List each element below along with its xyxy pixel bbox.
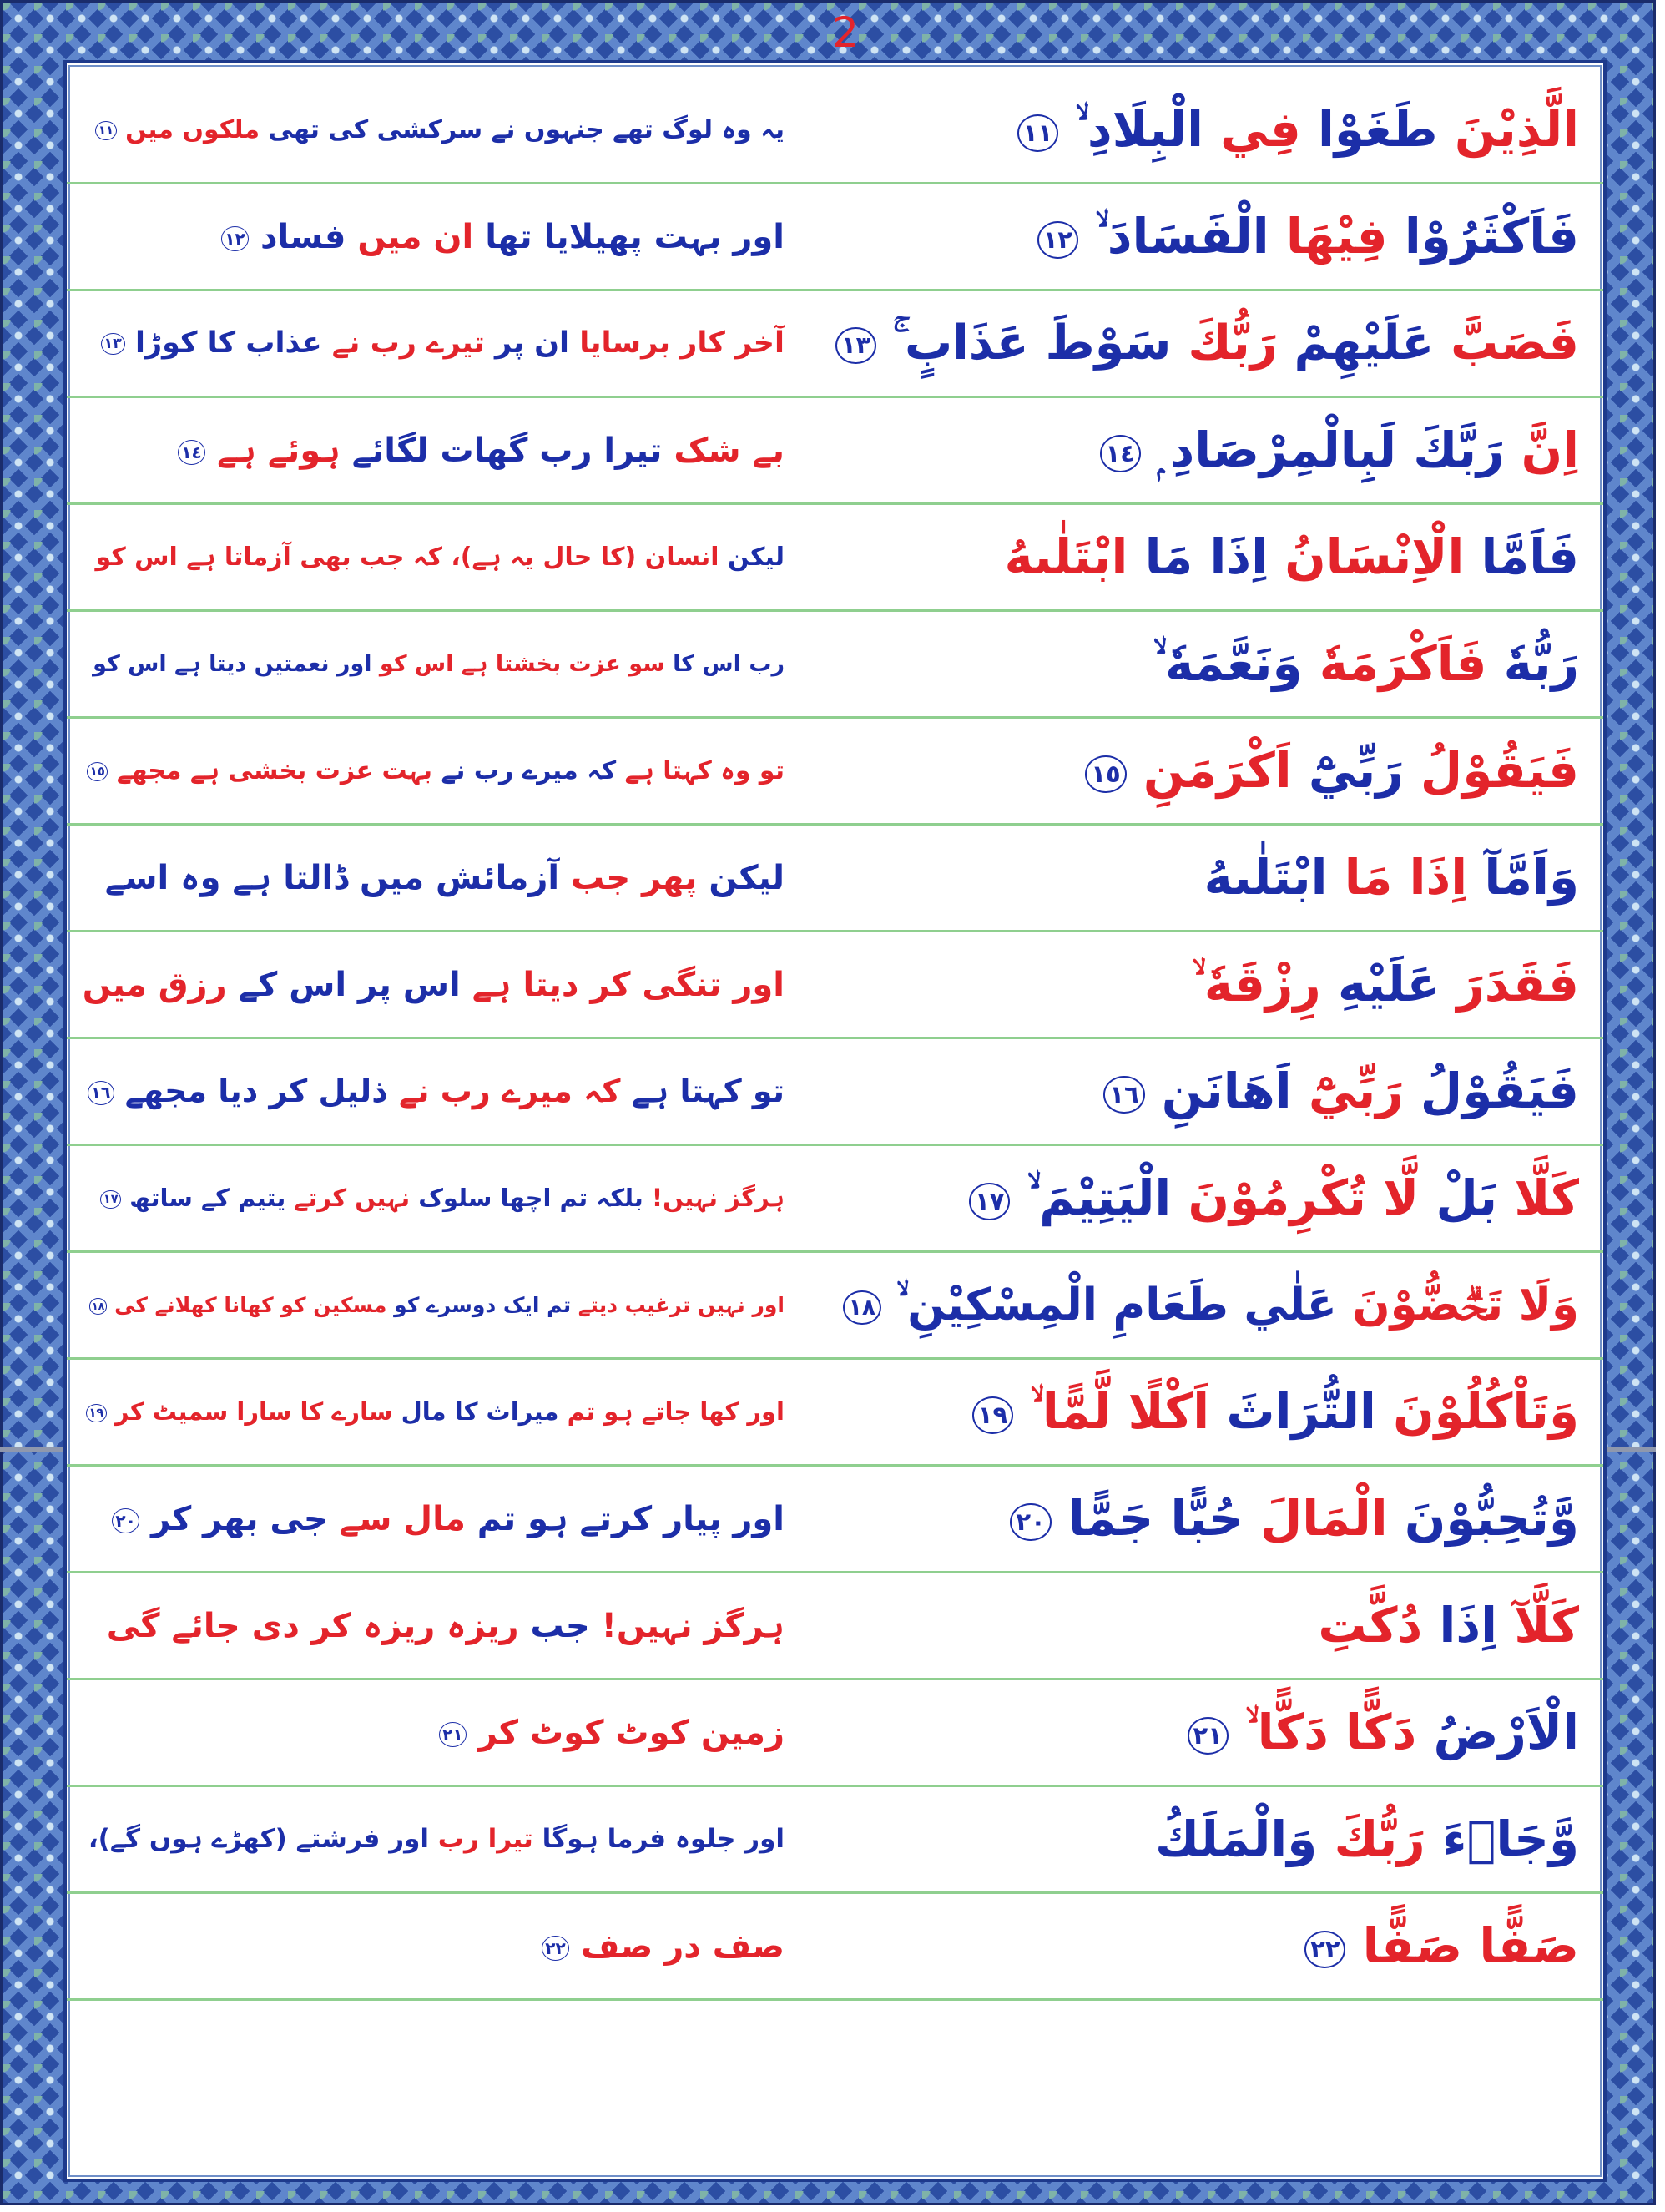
arabic-verse-cell bbox=[833, 1146, 1579, 1250]
arabic-text-segment: فَاَكْرَمَهٗ bbox=[1319, 635, 1487, 693]
arabic-text-segment: الَّذِيْنَ bbox=[1454, 101, 1579, 159]
verse-row bbox=[67, 1894, 1603, 2001]
arabic-verse-text bbox=[835, 311, 1579, 376]
arabic-text-segment: كَلَّآ bbox=[1514, 1597, 1579, 1654]
verse-row bbox=[67, 1467, 1603, 1573]
arabic-verse-cell bbox=[833, 1039, 1579, 1144]
urdu-text-segment: تم ایک دوسرے کو bbox=[394, 1293, 572, 1317]
urdu-text-segment: نہیں کرتے bbox=[294, 1184, 411, 1213]
arabic-verse-cell bbox=[833, 612, 1579, 716]
urdu-translation-cell bbox=[82, 826, 785, 930]
ayah-number-marker: ١٥ bbox=[87, 762, 108, 781]
arabic-text-segment: الْيَتِيْمَ ۙ bbox=[1027, 1169, 1172, 1227]
ayah-number-marker: ١٦ bbox=[1103, 1076, 1144, 1114]
arabic-text-segment: رَبُّكَ bbox=[1334, 1811, 1425, 1868]
urdu-text-segment: اور فرشتے (کھڑے ہوں گے)، bbox=[88, 1823, 429, 1854]
verse-row bbox=[67, 505, 1603, 612]
urdu-text-segment: ان میں bbox=[357, 217, 474, 256]
arabic-text-segment: رَبِّيْٓ bbox=[1308, 742, 1404, 800]
arabic-verse-cell bbox=[833, 1360, 1579, 1464]
arabic-verse-cell bbox=[833, 291, 1579, 396]
urdu-translation-cell bbox=[82, 932, 785, 1037]
ayah-number-marker: ١١ bbox=[1017, 114, 1058, 152]
arabic-verse-text bbox=[1100, 417, 1579, 482]
arabic-text-segment: فَاَكْثَرُوْا bbox=[1404, 208, 1579, 265]
ayah-number-marker: ٢٠ bbox=[1010, 1503, 1051, 1541]
urdu-translation-text bbox=[100, 1181, 785, 1215]
urdu-translation-text bbox=[107, 1603, 785, 1649]
urdu-text-segment: بہت عزت بخشی ہے مجھے bbox=[116, 755, 433, 785]
arabic-verse-cell bbox=[833, 1573, 1579, 1678]
arabic-verse-cell bbox=[833, 1467, 1579, 1571]
urdu-translation-cell bbox=[82, 78, 785, 182]
arabic-text-segment: رَبِّيْٓ bbox=[1308, 1063, 1404, 1120]
arabic-text-segment: صَفًّا صَفًّا bbox=[1362, 1917, 1579, 1975]
arabic-text-segment: اِذَا bbox=[1439, 1597, 1498, 1654]
urdu-text-segment: اور بہت پھیلایا تھا bbox=[485, 217, 785, 256]
urdu-text-segment: رزق میں bbox=[82, 965, 227, 1004]
arabic-text-segment: رَبُّهٗ bbox=[1503, 635, 1579, 693]
urdu-translation-cell bbox=[82, 1573, 785, 1678]
urdu-text-segment: جب bbox=[530, 1606, 590, 1645]
arabic-verse-cell bbox=[833, 1680, 1579, 1785]
urdu-text-segment: ملکوں میں bbox=[125, 114, 260, 144]
urdu-text-segment: یتیم کے ساتھ bbox=[129, 1184, 286, 1213]
ayah-number-marker: ١٩ bbox=[972, 1396, 1013, 1434]
verse-row bbox=[67, 1573, 1603, 1680]
urdu-translation-text bbox=[88, 1069, 785, 1114]
arabic-text-segment: رِزْقَهٗ ۙ bbox=[1192, 956, 1321, 1013]
urdu-text-segment: مال سے bbox=[339, 1499, 466, 1538]
ayah-number-marker: ٢٢ bbox=[542, 1936, 569, 1961]
urdu-text-segment: اور نعمتیں دیتا ہے اس کو bbox=[93, 650, 372, 677]
verse-row bbox=[67, 826, 1603, 932]
arabic-verse-text bbox=[1037, 204, 1579, 269]
urdu-text-segment: سو عزت بخشتا ہے اس کو bbox=[379, 650, 665, 677]
arabic-text-segment: الْبِلَادِ ۙ bbox=[1075, 101, 1203, 159]
arabic-text-segment: وَلَا تَحٰۗضُّوْنَ bbox=[1352, 1279, 1579, 1331]
arabic-verse-cell bbox=[833, 505, 1579, 609]
arabic-text-segment: دَكًّا دَكًّا ۙ bbox=[1245, 1704, 1417, 1761]
urdu-text-segment: میراث کا مال bbox=[401, 1397, 559, 1427]
urdu-translation-cell bbox=[82, 1787, 785, 1891]
urdu-translation-cell bbox=[82, 1894, 785, 1998]
arabic-text-segment: وَنَعَّمَهٗ ۙ bbox=[1153, 635, 1303, 693]
arabic-text-segment: الْفَسَادَ ۙ bbox=[1095, 208, 1269, 265]
urdu-translation-text bbox=[542, 1923, 785, 1970]
urdu-translation-text bbox=[89, 1290, 785, 1320]
ayah-number-marker: ١٣ bbox=[835, 327, 875, 364]
urdu-text-segment: آخر کار برسایا bbox=[579, 326, 785, 360]
ayah-number-marker: ١٤ bbox=[178, 440, 205, 465]
arabic-verse-text bbox=[1004, 524, 1579, 589]
urdu-translation-cell bbox=[82, 1253, 785, 1357]
urdu-translation-text bbox=[86, 1395, 785, 1429]
urdu-text-segment: کہ میرے رب نے bbox=[441, 755, 617, 785]
arabic-text-segment: سَوْطَ عَذَابٍ ۚ bbox=[892, 316, 1172, 371]
arabic-verse-text bbox=[1155, 1806, 1579, 1871]
urdu-translation-text bbox=[95, 540, 785, 575]
verse-row bbox=[67, 1146, 1603, 1253]
ayah-number-marker: ١٦ bbox=[88, 1081, 114, 1105]
arabic-text-segment: فَقَدَرَ bbox=[1456, 956, 1579, 1013]
urdu-translation-text bbox=[112, 1496, 785, 1543]
urdu-text-segment: انسان (کا حال یہ ہے)، کہ جب بھی آزماتا ہے اس کو bbox=[95, 542, 719, 572]
urdu-translation-text bbox=[83, 962, 785, 1008]
urdu-translation-cell bbox=[82, 291, 785, 396]
arabic-text-segment: فِي bbox=[1220, 101, 1301, 159]
arabic-text-segment: فَيَقُوْلُ bbox=[1420, 742, 1579, 800]
arabic-text-segment: الْمَالَ bbox=[1259, 1490, 1388, 1548]
urdu-translation-cell bbox=[82, 184, 785, 289]
urdu-text-segment: تو کہتا ہے bbox=[631, 1072, 785, 1109]
urdu-translation-cell bbox=[82, 505, 785, 609]
urdu-translation-text bbox=[88, 1821, 785, 1857]
arabic-text-segment: حُبًّا جَمًّا bbox=[1067, 1490, 1244, 1548]
urdu-text-segment: ہرگز نہیں! bbox=[651, 1184, 785, 1213]
arabic-text-segment: اَكْلًا لَّمًّا ۙ bbox=[1030, 1383, 1210, 1441]
urdu-text-segment: اور پیار کرتے ہو تم bbox=[477, 1499, 785, 1538]
arabic-text-segment: عَلٰي طَعَامِ الْمِسْكِيْنِ ۙ bbox=[896, 1279, 1337, 1331]
urdu-translation-cell bbox=[82, 398, 785, 502]
border-divider-right bbox=[1607, 1447, 1656, 1452]
arabic-text-segment: عَلَيْهِ bbox=[1338, 956, 1440, 1013]
urdu-text-segment: صف در صف bbox=[581, 1927, 785, 1966]
arabic-text-segment: الْاَرْضُ bbox=[1433, 1704, 1579, 1761]
urdu-text-segment: سارے کا سارا سمیٹ کر bbox=[114, 1397, 393, 1427]
urdu-text-segment: اور کھا جاتے ہو تم bbox=[567, 1397, 785, 1427]
ayah-number-marker: ١٣ bbox=[101, 333, 125, 356]
arabic-verse-text bbox=[843, 1275, 1579, 1336]
urdu-text-segment: لیکن bbox=[728, 542, 785, 572]
arabic-text-segment: اِنَّ bbox=[1521, 422, 1579, 479]
arabic-text-segment: فَيَقُوْلُ bbox=[1420, 1063, 1579, 1120]
urdu-text-segment: بلکہ تم اچھا سلوک bbox=[418, 1184, 643, 1213]
arabic-text-segment: وَتَاْكُلُوْنَ bbox=[1393, 1383, 1579, 1441]
urdu-text-segment: یہ وہ لوگ تھے جنہوں نے سرکشی کی تھی bbox=[268, 114, 785, 144]
arabic-verse-cell bbox=[833, 932, 1579, 1037]
urdu-text-segment: ہوئے ہے bbox=[217, 431, 341, 470]
arabic-verse-text bbox=[1103, 1058, 1579, 1124]
verse-row bbox=[67, 398, 1603, 505]
urdu-translation-cell bbox=[82, 1039, 785, 1144]
urdu-text-segment: زمین کوٹ کوٹ کر bbox=[477, 1713, 785, 1752]
urdu-text-segment: ہرگز نہیں! bbox=[601, 1606, 785, 1645]
urdu-translation-text bbox=[178, 427, 785, 474]
urdu-translation-text bbox=[439, 1710, 785, 1756]
arabic-text-segment: اَكْرَمَنِ bbox=[1143, 742, 1292, 800]
arabic-text-segment: طَغَوْا bbox=[1318, 101, 1438, 159]
urdu-text-segment: فساد bbox=[260, 217, 346, 256]
arabic-verse-text bbox=[1304, 1913, 1579, 1978]
verse-row bbox=[67, 612, 1603, 719]
arabic-verse-text bbox=[1017, 97, 1579, 162]
arabic-verse-text bbox=[972, 1379, 1579, 1444]
urdu-translation-text bbox=[95, 113, 785, 148]
urdu-text-segment: تیرا رب گھات لگائے bbox=[351, 431, 663, 470]
verse-row bbox=[67, 719, 1603, 826]
arabic-text-segment: بَلْ bbox=[1435, 1169, 1498, 1227]
arabic-verse-text bbox=[1085, 738, 1579, 803]
arabic-verse-cell bbox=[833, 78, 1579, 182]
arabic-verse-cell bbox=[833, 1253, 1579, 1357]
urdu-text-segment: عذاب کا کوڑا bbox=[135, 326, 322, 360]
verse-row bbox=[67, 1039, 1603, 1146]
urdu-text-segment: اور تنگی کر دیتا ہے bbox=[472, 965, 785, 1004]
urdu-text-segment: ریزہ ریزہ کر دی جائے گی bbox=[106, 1606, 519, 1645]
urdu-text-segment: ذلیل کر دیا مجھے bbox=[124, 1072, 388, 1109]
arabic-verse-cell bbox=[833, 1787, 1579, 1891]
urdu-translation-cell bbox=[82, 1467, 785, 1571]
arabic-text-segment: الْاِنْسَانُ bbox=[1284, 528, 1465, 586]
ayah-number-marker: ٢١ bbox=[439, 1722, 467, 1747]
urdu-text-segment: آزمائش میں ڈالتا ہے وہ اسے bbox=[104, 858, 560, 897]
arabic-verse-text bbox=[1192, 952, 1579, 1017]
page-number: 2 bbox=[832, 8, 859, 57]
verse-row bbox=[67, 1253, 1603, 1360]
urdu-translation-cell bbox=[82, 1680, 785, 1785]
arabic-text-segment: دُكَّتِ bbox=[1318, 1597, 1423, 1654]
arabic-verse-text bbox=[969, 1165, 1579, 1230]
arabic-verse-cell bbox=[833, 719, 1579, 823]
verse-row bbox=[67, 291, 1603, 398]
arabic-text-segment: وَاَمَّآ bbox=[1484, 849, 1579, 907]
urdu-text-segment: لیکن bbox=[709, 858, 785, 897]
arabic-text-segment: اَهَانَنِ bbox=[1161, 1063, 1292, 1120]
arabic-text-segment: ابْتَلٰىهُ bbox=[1203, 849, 1328, 907]
arabic-text-segment: كَلَّا bbox=[1514, 1169, 1579, 1227]
ayah-number-marker: ١٩ bbox=[86, 1404, 107, 1422]
ayah-number-marker: ١٥ bbox=[1085, 755, 1126, 793]
border-divider-left bbox=[0, 1447, 63, 1452]
arabic-text-segment: وَالْمَلَكُ bbox=[1155, 1811, 1318, 1868]
ayah-number-marker: ١١ bbox=[95, 121, 116, 140]
verse-row bbox=[67, 1787, 1603, 1894]
ayah-number-marker: ١٧ bbox=[100, 1190, 121, 1209]
ayah-number-marker: ١٤ bbox=[1100, 435, 1141, 472]
urdu-text-segment: تیرا رب bbox=[437, 1823, 533, 1854]
arabic-text-segment: فَاَمَّا bbox=[1481, 528, 1579, 586]
arabic-text-segment: وَّجَاۗءَ bbox=[1441, 1811, 1579, 1868]
ayah-number-marker: ٢٢ bbox=[1304, 1931, 1345, 1968]
urdu-text-segment: اور نہیں ترغیب دیتے bbox=[578, 1293, 785, 1317]
urdu-text-segment: جی بھر کر bbox=[151, 1499, 328, 1538]
arabic-verse-text bbox=[1010, 1486, 1579, 1551]
urdu-text-segment: اور جلوہ فرما ہوگا bbox=[542, 1823, 785, 1854]
arabic-verse-text bbox=[1188, 1699, 1579, 1765]
urdu-text-segment: کہ میرے رب نے bbox=[398, 1072, 621, 1109]
arabic-text-segment: فِيْهَا bbox=[1285, 208, 1388, 265]
urdu-text-segment: اس پر اس کے bbox=[238, 965, 461, 1004]
arabic-text-segment: عَلَيْهِمْ bbox=[1294, 316, 1435, 371]
urdu-translation-text bbox=[105, 855, 785, 901]
urdu-translation-text bbox=[93, 649, 785, 680]
arabic-verse-cell bbox=[833, 184, 1579, 289]
ayah-number-marker: ١٧ bbox=[969, 1183, 1010, 1220]
verse-row bbox=[67, 1360, 1603, 1467]
arabic-verse-text bbox=[1153, 631, 1579, 696]
verse-row bbox=[67, 78, 1603, 184]
arabic-text-segment: فَصَبَّ bbox=[1451, 316, 1579, 371]
urdu-translation-text bbox=[87, 754, 785, 789]
urdu-translation-text bbox=[221, 214, 785, 260]
urdu-translation-text bbox=[101, 323, 785, 364]
arabic-verse-text bbox=[1318, 1593, 1579, 1658]
arabic-text-segment: التُّرَاثَ bbox=[1226, 1383, 1376, 1441]
ayah-number-marker: ٢١ bbox=[1188, 1717, 1229, 1755]
urdu-text-segment: بے شک bbox=[674, 431, 785, 470]
arabic-text-segment: رَبُّكَ bbox=[1188, 316, 1278, 371]
arabic-verse-cell bbox=[833, 826, 1579, 930]
urdu-text-segment: مسکین کو کھانا کھلانے کی bbox=[114, 1293, 387, 1317]
arabic-text-segment: وَّتُحِبُّوْنَ bbox=[1404, 1490, 1579, 1548]
urdu-translation-cell bbox=[82, 612, 785, 716]
arabic-verse-cell bbox=[833, 398, 1579, 502]
ayah-number-marker: ١٢ bbox=[1037, 221, 1078, 259]
urdu-translation-cell bbox=[82, 1360, 785, 1464]
arabic-text-segment: اِذَا مَا bbox=[1344, 849, 1468, 907]
ayah-number-marker: ٢٠ bbox=[112, 1508, 139, 1533]
ayah-number-marker: ١٨ bbox=[843, 1290, 880, 1325]
urdu-text-segment: ان پر bbox=[495, 326, 570, 360]
verse-rows bbox=[67, 78, 1603, 2001]
arabic-verse-cell bbox=[833, 1894, 1579, 1998]
arabic-text-segment: اِذَا مَا bbox=[1144, 528, 1268, 586]
urdu-translation-cell bbox=[82, 719, 785, 823]
urdu-text-segment: تو وہ کہتا ہے bbox=[624, 755, 785, 785]
verse-row bbox=[67, 932, 1603, 1039]
urdu-translation-cell bbox=[82, 1146, 785, 1250]
urdu-text-segment: رب اس کا bbox=[673, 650, 785, 677]
ayah-number-marker: ١٢ bbox=[221, 226, 249, 251]
arabic-text-segment: رَبَّكَ لَبِالْمِرْصَادِ ۭ bbox=[1157, 422, 1505, 479]
arabic-text-segment: لَّا تُكْرِمُوْنَ bbox=[1188, 1169, 1420, 1227]
ayah-number-marker: ١٨ bbox=[89, 1298, 108, 1315]
arabic-text-segment: ابْتَلٰىهُ bbox=[1004, 528, 1128, 586]
arabic-verse-text bbox=[1204, 845, 1579, 910]
urdu-text-segment: پھر جب bbox=[571, 858, 698, 897]
verse-row bbox=[67, 184, 1603, 291]
verse-row bbox=[67, 1680, 1603, 1787]
urdu-text-segment: تیرے رب نے bbox=[331, 326, 485, 360]
